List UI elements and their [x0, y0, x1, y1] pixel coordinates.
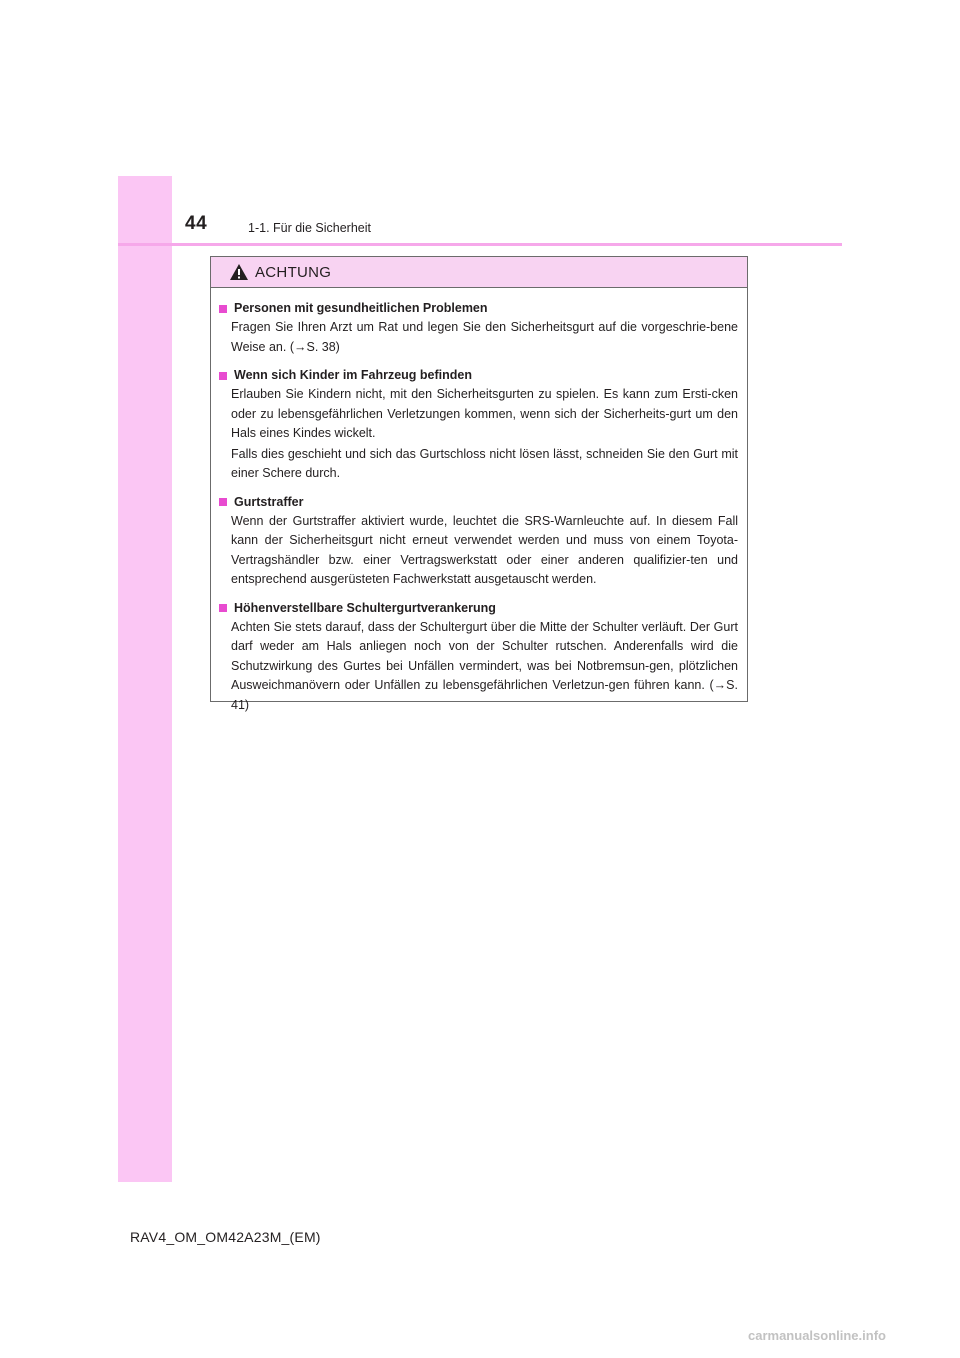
caution-box — [210, 256, 748, 712]
caution-item-heading: Personen mit gesundheitlichen Problemen — [234, 301, 488, 315]
caution-item-text: Achten Sie stets darauf, dass der Schultergurt über die Mitte der Schulter verläuft. Der Gurt darf weder am Hals anliegen noch von der Schulter rutschen. Anderenfalls wird die Schutzwirkung des Gurtes bei Unfällen vermindert, was bei Notbremsun-gen, plötzlichen Ausweichmanövern oder Unfällen zu lebensgefährlichen Verletzun-gen führen kann. (→S. 41) — [231, 619, 738, 712]
caution-item-text: Fragen Sie Ihren Arzt um Rat und legen Sie den Sicherheitsgurt auf die vorgeschrie-bene Weise an. (→S. 38) — [231, 320, 738, 354]
bullet-square-icon — [219, 305, 227, 313]
caution-item — [219, 367, 738, 484]
side-color-band — [118, 176, 172, 1182]
page-number: 44 — [185, 213, 208, 234]
watermark: carmanualsonline.info — [748, 1328, 886, 1343]
bullet-square-icon — [219, 372, 227, 380]
caution-item-heading-row — [219, 300, 738, 317]
caution-item-text: Wenn der Gurtstraffer aktiviert wurde, leuchtet die SRS-Warnleuchte auf. In diesem Fall kann der Sicherheitsgurt nicht erneut verwendet werden und muss von einem Toyota-Vertragshändler bzw. einer Vertragswerkstatt oder einer anderen qualifizier-ten und entsprechend ausgerüsteten Fachwerkstatt ausgetauscht werden. — [231, 513, 738, 586]
caution-item — [219, 600, 738, 716]
caution-body — [211, 288, 747, 715]
caution-item-heading: Wenn sich Kinder im Fahrzeug befinden — [234, 368, 472, 382]
caution-item-heading: Gurtstraffer — [234, 494, 304, 509]
caution-title: ACHTUNG — [255, 264, 332, 281]
section-title: 1-1. Für die Sicherheit — [248, 221, 371, 235]
caution-item-heading-row — [219, 494, 738, 511]
bullet-square-icon — [219, 498, 227, 506]
caution-item-text: Falls dies geschieht und sich das Gurtschloss nicht lösen lässt, schneiden Sie den Gurt mit einer Schere durch. — [231, 446, 738, 480]
caution-item-heading-row — [219, 600, 738, 617]
header-rule — [118, 243, 842, 246]
caution-item — [219, 494, 738, 590]
caution-item-heading: Höhenverstellbare Schultergurtverankerung — [234, 600, 496, 615]
caution-header — [211, 257, 747, 288]
document-code: RAV4_OM_OM42A23M_(EM) — [130, 1229, 321, 1245]
warning-triangle-icon — [229, 263, 249, 281]
caution-item-heading-row — [219, 367, 738, 384]
bullet-square-icon — [219, 604, 227, 612]
caution-item — [219, 300, 738, 357]
caution-item-text: Erlauben Sie Kindern nicht, mit den Sicherheitsgurten zu spielen. Es kann zum Ersti-cken oder zu lebensgefährlichen Verletzungen kommen, wenn sich der Sicherheits-gurt um den Hals eines Kindes wickelt. — [231, 387, 738, 440]
